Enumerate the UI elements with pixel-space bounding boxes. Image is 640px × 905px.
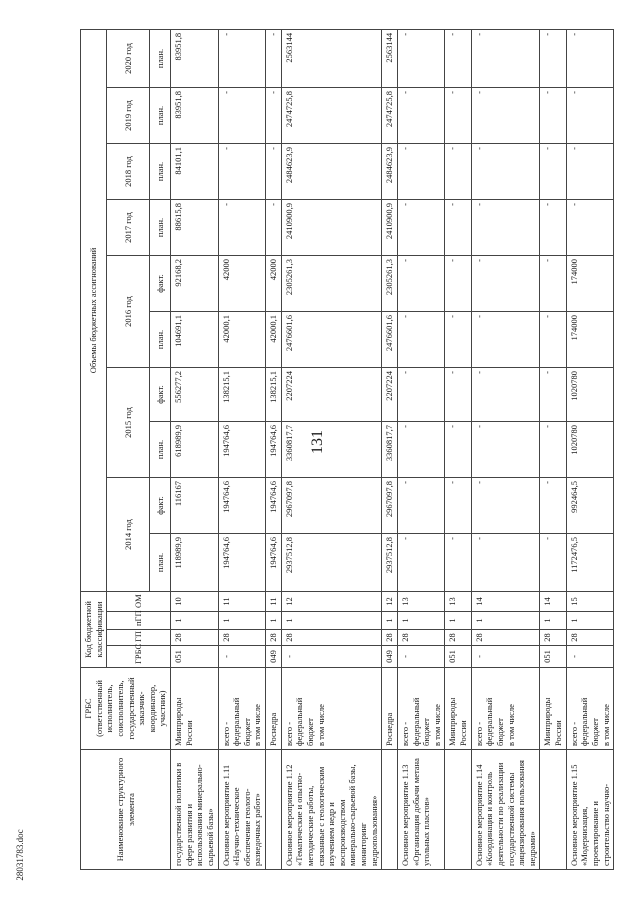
value-cell: - [566, 87, 614, 143]
code-cell: 049 [266, 646, 282, 668]
value-cell: - [540, 87, 566, 143]
value-cell: - [540, 421, 566, 477]
code-cell: 28 [471, 630, 540, 646]
code-cell: 1 [382, 612, 398, 630]
table-row [218, 29, 266, 869]
table-row [281, 29, 382, 869]
value-cell: 556277,2 [171, 367, 219, 421]
header-year: 2018 год [107, 143, 150, 199]
value-cell: 2484623,9 [281, 143, 382, 199]
value-cell: 2563144 [382, 29, 398, 87]
document-code: 28031783.doc [15, 829, 25, 881]
value-cell: - [471, 533, 540, 591]
header-name: Наименование структурного элемента [81, 750, 171, 870]
value-cell: 174000 [566, 311, 614, 367]
element-name-cell [266, 750, 282, 870]
table-row [540, 29, 566, 869]
code-cell: 15 [566, 591, 614, 611]
code-cell: 28 [445, 630, 471, 646]
value-cell: - [471, 367, 540, 421]
code-cell: 1 [445, 612, 471, 630]
value-cell: 1020780 [566, 367, 614, 421]
value-cell: 118989,9 [171, 533, 219, 591]
header-sub: факт. [150, 255, 171, 311]
value-cell: - [471, 143, 540, 199]
value-cell: - [218, 87, 266, 143]
header-year: 2019 год [107, 87, 150, 143]
code-cell: 1 [471, 612, 540, 630]
value-cell: 2207224 [281, 367, 382, 421]
value-cell: - [540, 199, 566, 255]
grbs-cell: Минприроды России [445, 668, 471, 750]
value-cell: 1020780 [566, 421, 614, 477]
code-cell: - [566, 646, 614, 668]
header-sub: план. [150, 29, 171, 87]
code-cell: 12 [382, 591, 398, 611]
value-cell: - [540, 29, 566, 87]
code-cell: 28 [218, 630, 266, 646]
code-cell: - [281, 646, 382, 668]
value-cell: - [266, 29, 282, 87]
value-cell: 88615,8 [171, 199, 219, 255]
value-cell: 92168,2 [171, 255, 219, 311]
value-cell: - [471, 87, 540, 143]
value-cell: 2967097,8 [382, 477, 398, 533]
table-row [397, 29, 445, 869]
value-cell: 2410900,9 [281, 199, 382, 255]
code-cell: 28 [266, 630, 282, 646]
value-cell: - [397, 311, 445, 367]
code-cell: 11 [218, 591, 266, 611]
value-cell: 2476601,6 [382, 311, 398, 367]
code-cell: 28 [281, 630, 382, 646]
code-cell: 051 [540, 646, 566, 668]
value-cell: - [540, 367, 566, 421]
code-cell: 28 [540, 630, 566, 646]
value-cell: - [445, 367, 471, 421]
value-cell: 194764,6 [266, 421, 282, 477]
value-cell: - [445, 143, 471, 199]
code-cell: 13 [445, 591, 471, 611]
value-cell: - [540, 311, 566, 367]
code-cell: 12 [281, 591, 382, 611]
table-row [566, 29, 614, 869]
value-cell: 42000,1 [266, 311, 282, 367]
header-code-col: ОМ [107, 591, 171, 611]
value-cell: - [397, 199, 445, 255]
value-cell: 2474725,8 [281, 87, 382, 143]
header-sub: план. [150, 199, 171, 255]
value-cell: - [218, 29, 266, 87]
value-cell: - [445, 87, 471, 143]
element-name-cell: государственной политики в сфере развития и использования минерально-сырьевой базы» [171, 750, 219, 870]
header-year: 2017 год [107, 199, 150, 255]
code-cell: 28 [397, 630, 445, 646]
value-cell: - [397, 477, 445, 533]
header-year: 2020 год [107, 29, 150, 87]
value-cell: 42000 [266, 255, 282, 311]
value-cell: 104691,1 [171, 311, 219, 367]
value-cell: - [397, 29, 445, 87]
code-cell: 1 [266, 612, 282, 630]
value-cell: 3360817,7 [382, 421, 398, 477]
value-cell: - [471, 421, 540, 477]
value-cell: - [540, 477, 566, 533]
code-cell: 051 [445, 646, 471, 668]
code-cell: - [471, 646, 540, 668]
value-cell: - [540, 533, 566, 591]
value-cell: 992464,5 [566, 477, 614, 533]
value-cell: 194764,6 [218, 477, 266, 533]
value-cell: - [471, 311, 540, 367]
element-name-cell: Основное мероприятие 1.15 «Модернизация, проектирование и строительство научно- [566, 750, 614, 870]
grbs-cell: Минприроды России [171, 668, 219, 750]
value-cell: 42000 [218, 255, 266, 311]
element-name-cell: Основное мероприятие 1.11 «Научно-техническое обеспечение геолого-разведочных работ» [218, 750, 266, 870]
code-cell: 14 [540, 591, 566, 611]
value-cell: 2563144 [281, 29, 382, 87]
grbs-cell: Минприроды России [540, 668, 566, 750]
value-cell: 138215,1 [266, 367, 282, 421]
table-row [171, 29, 219, 869]
value-cell: - [471, 255, 540, 311]
code-cell: 049 [382, 646, 398, 668]
value-cell: - [445, 311, 471, 367]
page-number: 131 [309, 430, 326, 454]
rotated-table-area [80, 30, 611, 870]
header-sub: план. [150, 421, 171, 477]
value-cell: - [445, 29, 471, 87]
code-cell: 28 [382, 630, 398, 646]
table-body [171, 29, 614, 869]
value-cell: - [566, 29, 614, 87]
value-cell: - [540, 255, 566, 311]
header-sub: план. [150, 87, 171, 143]
grbs-cell: Роснедра [382, 668, 398, 750]
value-cell: - [397, 367, 445, 421]
grbs-cell: всего - федеральный бюджет в том числе [471, 668, 540, 750]
value-cell: 2937512,8 [281, 533, 382, 591]
grbs-cell: Роснедра [266, 668, 282, 750]
code-cell: 11 [266, 591, 282, 611]
code-cell: 1 [171, 612, 219, 630]
grbs-cell: всего - федеральный бюджет в том числе [566, 668, 614, 750]
code-cell: 1 [566, 612, 614, 630]
value-cell: 2967097,8 [281, 477, 382, 533]
value-cell: - [471, 29, 540, 87]
value-cell: 2484623,9 [382, 143, 398, 199]
value-cell: - [218, 199, 266, 255]
header-sub: план. [150, 533, 171, 591]
value-cell: - [218, 143, 266, 199]
value-cell: 83951,8 [171, 29, 219, 87]
header-code-col: ГРБС [107, 646, 171, 668]
value-cell: - [397, 255, 445, 311]
budget-table [80, 29, 614, 870]
header-grbs: ГРБС (ответственный исполнитель, соисполнитель, государственный заказчик-координатор, участник) [81, 668, 171, 750]
value-cell: - [566, 143, 614, 199]
code-cell: 28 [171, 630, 219, 646]
value-cell: - [471, 199, 540, 255]
code-cell: 28 [566, 630, 614, 646]
header-sub: факт. [150, 367, 171, 421]
header-year: 2015 год [107, 367, 150, 477]
value-cell: 194764,6 [266, 533, 282, 591]
value-cell: 194764,6 [266, 477, 282, 533]
header-code-col: ГП [107, 630, 171, 646]
header-sub: факт. [150, 477, 171, 533]
value-cell: 194764,6 [218, 421, 266, 477]
header-sub: план. [150, 311, 171, 367]
value-cell: 2476601,6 [281, 311, 382, 367]
value-cell: 84101,1 [171, 143, 219, 199]
value-cell: 194764,6 [218, 533, 266, 591]
value-cell: - [266, 143, 282, 199]
table-row [471, 29, 540, 869]
table-row [445, 29, 471, 869]
value-cell: 2305261,3 [281, 255, 382, 311]
code-cell: 051 [171, 646, 219, 668]
code-cell: 13 [397, 591, 445, 611]
value-cell: 174000 [566, 255, 614, 311]
code-cell: 1 [540, 612, 566, 630]
value-cell: - [471, 477, 540, 533]
code-cell: 1 [397, 612, 445, 630]
header-code-col: пГП [107, 612, 171, 630]
value-cell: - [445, 421, 471, 477]
element-name-cell: Основное мероприятие 1.14 «Координация и контроль деятельности по реализации государственной системы лицензирования пользования недрами» [471, 750, 540, 870]
value-cell: 2474725,8 [382, 87, 398, 143]
value-cell: - [445, 199, 471, 255]
code-cell: 1 [281, 612, 382, 630]
value-cell: - [445, 533, 471, 591]
table-row [382, 29, 398, 869]
value-cell: 83951,8 [171, 87, 219, 143]
value-cell: - [445, 255, 471, 311]
value-cell: - [397, 143, 445, 199]
code-cell: - [218, 646, 266, 668]
header-year: 2014 год [107, 477, 150, 591]
value-cell: 2410900,9 [382, 199, 398, 255]
value-cell: 138215,1 [218, 367, 266, 421]
grbs-cell: всего - федеральный бюджет в том числе [218, 668, 266, 750]
value-cell: - [266, 199, 282, 255]
value-cell: 2937512,8 [382, 533, 398, 591]
code-cell: 10 [171, 591, 219, 611]
value-cell: - [397, 421, 445, 477]
code-cell: - [397, 646, 445, 668]
value-cell: - [566, 199, 614, 255]
value-cell: 618989,9 [171, 421, 219, 477]
value-cell: - [266, 87, 282, 143]
element-name-cell [540, 750, 566, 870]
table-row [266, 29, 282, 869]
code-cell: 14 [471, 591, 540, 611]
element-name-cell [445, 750, 471, 870]
header-volume-group: Объемы бюджетных ассигнований [81, 29, 107, 591]
value-cell: 116167 [171, 477, 219, 533]
value-cell: - [397, 87, 445, 143]
header-code-group: Код бюджетной классификации [81, 591, 107, 667]
value-cell: - [445, 477, 471, 533]
grbs-cell: всего - федеральный бюджет в том числе [281, 668, 382, 750]
grbs-cell: всего - федеральный бюджет в том числе [397, 668, 445, 750]
value-cell: 1172476,5 [566, 533, 614, 591]
value-cell: 2207224 [382, 367, 398, 421]
value-cell: 3360817,7 [281, 421, 382, 477]
value-cell: - [540, 143, 566, 199]
element-name-cell: Основное мероприятие 1.13 «Организация добычи метана угольных пластов» [397, 750, 445, 870]
element-name-cell [382, 750, 398, 870]
value-cell: - [397, 533, 445, 591]
value-cell: 2305261,3 [382, 255, 398, 311]
header-sub: план. [150, 143, 171, 199]
value-cell: 42000,1 [218, 311, 266, 367]
code-cell: 1 [218, 612, 266, 630]
header-year: 2016 год [107, 255, 150, 367]
element-name-cell: Основное мероприятие 1.12 «Тематические и опытно-методические работы, связанные с геологическим изучением недр и воспроизводством минерально-сырьевой базы, мониторинг недропользования» [281, 750, 382, 870]
